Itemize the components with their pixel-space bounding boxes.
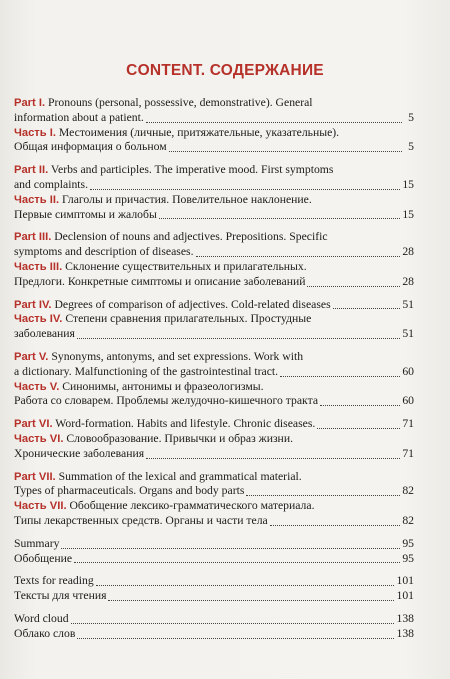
part-title-ru: Склонение существительных и прилагательных. <box>62 259 307 273</box>
leader-dots <box>317 427 400 429</box>
entry-title: Texts for reading <box>14 574 94 588</box>
leader-dots <box>196 255 401 257</box>
part-title-ru-cont: заболевания <box>14 327 75 341</box>
toc-row <box>14 589 414 604</box>
toc-row <box>14 275 414 290</box>
toc-row <box>14 537 414 552</box>
part-label: Part V. <box>14 350 49 363</box>
part-title: Word-formation. Habits and lifestyle. Chronic diseases. <box>52 417 316 431</box>
leader-dots <box>61 547 400 549</box>
leader-dots <box>96 584 395 586</box>
toc-section-part-6 <box>14 417 414 461</box>
part-title-cont: and complaints. <box>14 177 89 191</box>
toc-section-texts <box>14 574 414 604</box>
part-label: Part II. <box>14 164 49 177</box>
page-number: 51 <box>402 327 414 341</box>
part-label-ru: Часть II. <box>14 193 60 206</box>
toc-line <box>14 193 414 208</box>
toc-row <box>14 612 414 627</box>
toc-line <box>14 499 414 514</box>
toc-section-part-7 <box>14 470 414 529</box>
part-title-ru: Обобщение лексико-грамматического материала. <box>66 499 315 513</box>
toc-line <box>14 312 414 327</box>
leader-dots <box>146 457 400 459</box>
toc-line <box>14 380 414 395</box>
toc-line <box>14 260 414 275</box>
part-title-ru-cont: Типы лекарственных средств. Органы и части тела <box>14 513 268 527</box>
part-label: Part III. <box>14 231 52 244</box>
toc-row <box>14 298 414 313</box>
entry-title: Word cloud <box>14 611 69 625</box>
part-title: Pronouns (personal, possessive, demonstrative). General <box>45 96 313 109</box>
page-number: 5 <box>408 140 414 154</box>
toc-section-summary <box>14 537 414 567</box>
entry-title-ru: Тексты для чтения <box>14 589 107 603</box>
part-title-cont: Types of pharmaceuticals. Organs and body parts <box>14 484 245 498</box>
part-title-line <box>14 298 331 313</box>
part-title-cont: information about a patient. <box>14 110 144 124</box>
entry-title-ru: Облако слов <box>14 626 76 640</box>
part-title-line <box>14 417 315 432</box>
leader-dots <box>77 337 400 339</box>
part-title-cont: a dictionary. Malfunctioning of the gastrointestinal tract. <box>14 364 279 378</box>
leader-dots <box>270 524 401 526</box>
part-title-ru-cont: Работа со словарем. Проблемы желудочно-кишечного тракта <box>14 394 319 408</box>
toc-line <box>14 126 414 141</box>
page-number: 60 <box>402 394 414 408</box>
leader-dots <box>74 561 400 563</box>
leader-dots <box>246 494 400 496</box>
toc-section-part-3 <box>14 230 414 289</box>
part-title: Synonyms, antonyms, and set expressions. Work with <box>48 349 304 363</box>
toc-line <box>14 432 414 447</box>
toc-section-part-2 <box>14 163 414 222</box>
part-title-ru: Глаголы и причастия. Повелительное наклонение. <box>59 192 312 206</box>
leader-dots <box>108 599 394 601</box>
leader-dots <box>320 404 400 406</box>
entry-title-ru: Обобщение <box>14 551 73 565</box>
toc-row <box>14 484 414 499</box>
part-title: Degrees of comparison of adjectives. Cold-related diseases <box>51 297 331 311</box>
page-number: 82 <box>402 484 414 498</box>
page-number: 71 <box>402 446 414 460</box>
toc-line <box>14 350 414 365</box>
part-label-ru: Часть VI. <box>14 432 64 445</box>
page-number: 71 <box>402 417 414 431</box>
toc-row <box>14 245 414 260</box>
bleed-through-text <box>0 0 450 60</box>
part-title: Summation of the lexical and grammatical material. <box>55 469 302 483</box>
part-title: Declension of nouns and adjectives. Prepositions. Specific <box>51 230 328 244</box>
toc-row <box>14 208 414 223</box>
page-number: 51 <box>402 297 414 311</box>
part-label-ru: Часть V. <box>14 380 60 393</box>
toc-row <box>14 111 414 126</box>
leader-dots <box>307 285 400 287</box>
leader-dots <box>169 150 402 152</box>
part-label-ru: Часть VII. <box>14 500 67 513</box>
toc-row <box>14 365 414 380</box>
leader-dots <box>146 121 402 123</box>
toc-row <box>14 574 414 589</box>
toc-line <box>14 163 414 178</box>
page-number: 95 <box>402 551 414 565</box>
toc-row <box>14 552 414 567</box>
page-number: 101 <box>396 574 414 588</box>
part-title-ru: Степени сравнения прилагательных. Простудные <box>62 312 312 326</box>
toc-line <box>14 96 414 111</box>
page-number: 95 <box>402 536 414 550</box>
page-number: 15 <box>402 177 414 191</box>
table-of-contents <box>14 96 414 650</box>
part-label: Part IV. <box>14 298 52 311</box>
part-title-ru: Синонимы, антонимы и фразеологизмы. <box>59 379 264 393</box>
toc-line <box>14 470 414 485</box>
entry-title: Summary <box>14 536 60 550</box>
leader-dots <box>280 375 400 377</box>
part-title-ru: Словообразование. Привычки и образ жизни. <box>63 431 293 445</box>
page-number: 60 <box>402 364 414 378</box>
page-number: 138 <box>396 626 414 640</box>
part-label-ru: Часть IV. <box>14 313 63 326</box>
part-title: Verbs and participles. The imperative mood. First symptoms <box>48 163 334 177</box>
page-number: 28 <box>402 274 414 288</box>
leader-dots <box>333 307 401 309</box>
page-number: 101 <box>396 589 414 603</box>
part-label-ru: Часть I. <box>14 126 56 139</box>
part-title-ru: Местоимения (личные, притяжательные, указательные). <box>56 125 340 139</box>
toc-row <box>14 178 414 193</box>
toc-row <box>14 627 414 642</box>
part-label-ru: Часть III. <box>14 260 63 273</box>
toc-section-word-cloud <box>14 612 414 642</box>
part-title-ru-cont: Общая информация о больном <box>14 140 167 154</box>
toc-section-part-1 <box>14 96 414 155</box>
page-number: 138 <box>396 611 414 625</box>
leader-dots <box>71 622 395 624</box>
part-label: Part I. <box>14 97 46 109</box>
part-label: Part VII. <box>14 470 56 483</box>
page-number: 28 <box>402 245 414 259</box>
toc-row <box>14 514 414 529</box>
toc-row <box>14 394 414 409</box>
page-number: 5 <box>408 110 414 124</box>
page-title: CONTENT. СОДЕРЖАНИЕ <box>126 62 324 79</box>
toc-row <box>14 140 414 155</box>
toc-row <box>14 447 414 462</box>
part-title-ru-cont: Предлоги. Конкретные симптомы и описание заболеваний <box>14 274 306 288</box>
part-title-ru-cont: Хронические заболевания <box>14 446 145 460</box>
leader-dots <box>90 188 400 190</box>
part-title-ru-cont: Первые симптомы и жалобы <box>14 207 157 221</box>
leader-dots <box>77 637 394 639</box>
page-number: 15 <box>402 207 414 221</box>
part-label: Part VI. <box>14 418 53 431</box>
toc-line <box>14 230 414 245</box>
leader-dots <box>159 217 401 219</box>
toc-section-part-5 <box>14 350 414 409</box>
toc-section-part-4 <box>14 298 414 342</box>
toc-row <box>14 327 414 342</box>
page-number: 82 <box>402 513 414 527</box>
toc-row <box>14 417 414 432</box>
part-title-cont: symptoms and description of diseases. <box>14 245 194 259</box>
